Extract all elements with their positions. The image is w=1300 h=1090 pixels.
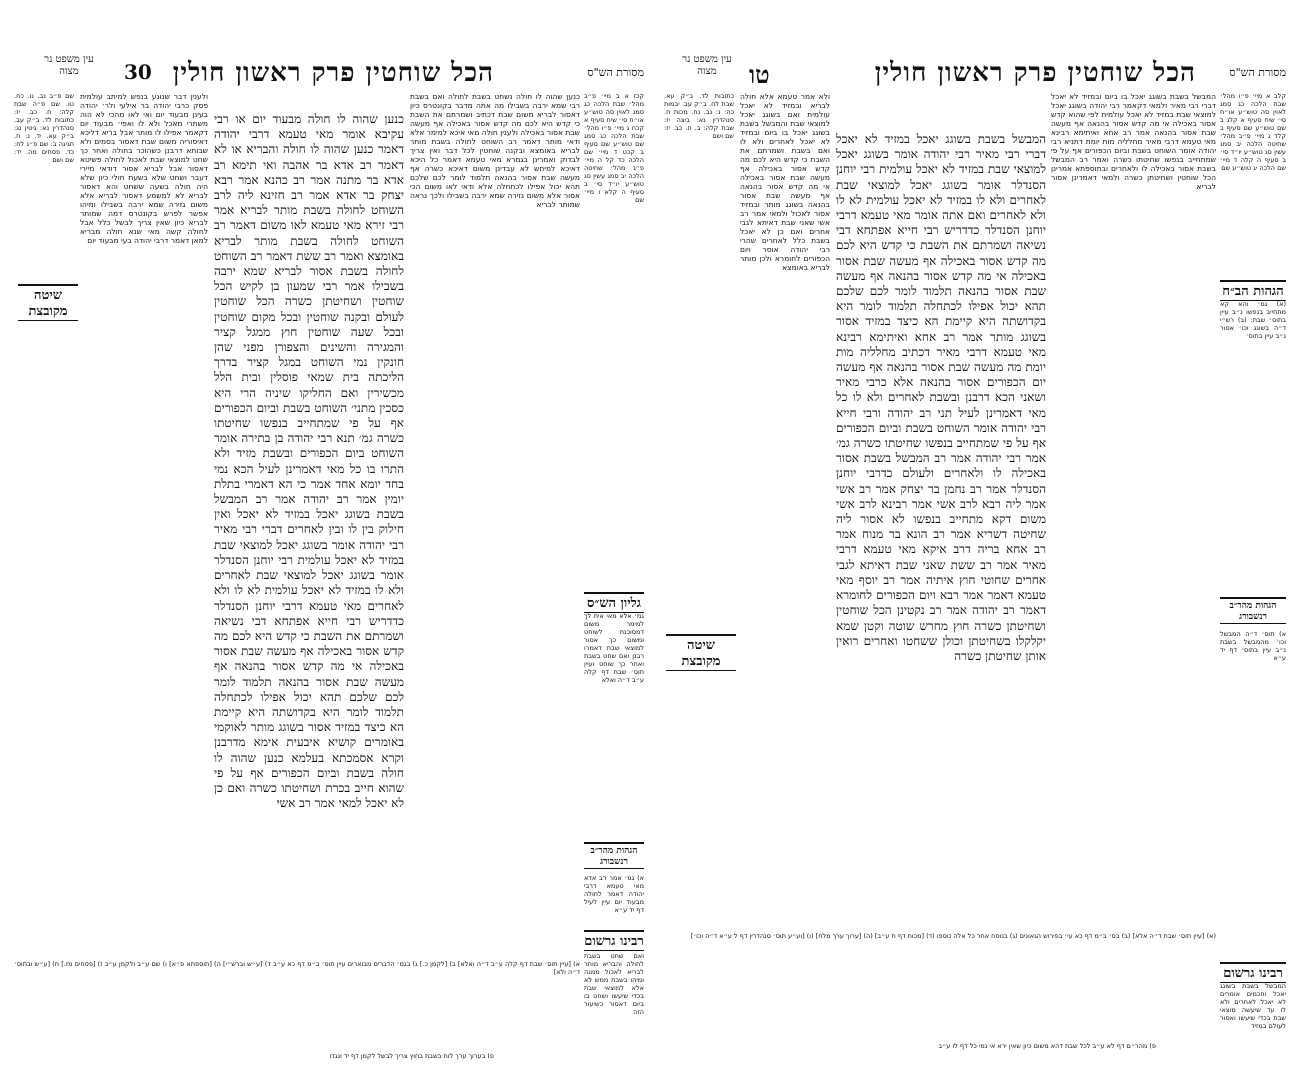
left-bottom-notes: א) [עיין תוס׳ שבת דף קלה ע״ב ד״ה ואלא] ב) [לקמן כ.] ג) בגמ׳ הדברים מבוארים עיין תוס׳ ב״מ דף כא ע״ב ד) [ע״ש וברש״י] ה) [תוספתא פ״א] ו) שם ע״ב ולקמן ע״ב ז) [פסחים מז.] ח) [ע״ש ובתוס׳ ד״ה ולא] [14,960,580,976]
right-main-text [836,132,1046,872]
left-main-text-body: כנען שהוה לו חולה מבעוד יום או רבי עקיבא אומר מאי טעמא דרבי יהודה דאמר כנען שהוה לו חולה והבריא או לא דאמר רב אדא בר אהבה ואי תימא רב אדא בר מתנה אמר רב כהנא אמר רבא יצחק בר אדא אמר רב חזינא ליה לרב השוחט לחולה בשבת מותר לבריא אמר רבי זירא מאי טעמא לאו משום דאמר רב השוחט לחולה בשבת מותר לבריא באומצא ואמר רב ששת דאמר רב השוחט לחולה בשבת אסור לבריא שמא ירבה בשבילו אמר רבי שמעון בן לקיש הכל שוחטין ושחיטתן כשרה הכל שוחטין לעולם ובקנה שוחטין ובכל מקום שוחטין ובכל שעה שוחטין חוץ ממגל קציר והמגירה והשינים והצפורן מפני שהן חונקין נמי השוחט במגל קציר בדרך הליכתה בית שמאי פוסלין ובית הלל מכשירין ואם החליקו שיניה הרי היא כסכין מתני׳ השוחט בשבת וביום הכפורים אף על פי שמתחייב בנפשו שחיטתו כשרה גמ׳ תנא רבי יהודה בן בתירה אומר השוחט ביום הכפורים ובשבת מזיד ולא התרו בו כל מאי דאמרינן לעיל הכא נמי בחד יומא אחד אמר כי הא דאמרי בתלת יומין אמר רב יהודה אמר רב המבשל בשבת בשוגג יאכל במזיד לא יאכל ואין חילוק בין לו ובין לאחרים דברי רבי מאיר רבי יהודה אומר בשוגג יאכל למוצאי שבת במזיד לא יאכל עולמית רבי יוחנן הסנדלר אומר בשוגג יאכל למוצאי שבת לאחרים ולא לו במזיד לא יאכל עולמית לא לו ולא לאחרים מאי טעמא דרבי יוחנן הסנדלר כדדריש רבי חייא אפתחא דבי נשיאה ושמרתם את השבת כי קדש היא לכם מה קדש אסור באכילה אף מעשה שבת אסור באכילה אי מה קדש אסור בהנאה אף מעשה שבת אסור בהנאה תלמוד לומר לכם שלכם תהא יכול אפילו לכתחלה תלמוד לומר היא בקדושתה היא קיימת הא כיצד במזיד אסור בשוגג מותר לאוקמי באומרים קושיא איבעית אימא מדרבנן וקרא אסמכתא בעלמא כנען שהוה לו חולה בשבת וביום הכפורים אף על פי שהוא חייב בכרת ושחיטתו כשרה ואם כן לא יאכל למאי אמר רב אשי [214,112,404,811]
right-rabbenu-text: המבשל בשבת בשוגג יאכל וחכמים אומרים לא יאכל לאחרים ולא לו עד שיעשה מוצאי שבת בכדי שיעשו ואסור לעולם במזיד [1220,982,1286,1030]
right-footer-note: פ) מהר״ם דף לא ע״ב לכל שבת דהא משום כיון שאין ירא אי נמי כל דף לו ע״ב [938,1042,1156,1050]
left-rabbenu-box-text: ואם שחט בשבת לחולה והבריא מותר לבריא לאכול ממנה ומיהו בשבת ממש לא אלא למוצאי שבת בכדי שיעשו ושחט בו ביום דאסור כשיעור הזה [584,952,644,1016]
left-page [14,52,644,1072]
left-gilyon-box-title: גליון הש״ס [584,592,644,613]
right-hagahot-text: א) תוס׳ ד״ה המבשל וכו׳ מהמבשל בשבת נ״ב עיין בתוס׳ דף יד ע״א [1220,630,1286,662]
left-inner-margin: שם פ״ב נב. נו. כח. טו. שם פ״ה שבת קלה: ח. כב. יז: כתובות לד. ב״ק עב. סנהדרין נא: גיטין נג: ב״ק עא. יד. נ: ח. חגיגה ב: שם פ״ג לח: כד. פסחים מה. יד: שם ושם [14,92,74,164]
left-tosafot-column: כנען שהוה לו חולה נשחט בשבת לחולה ואם בשבת רבי שמא ירבה בשבילו מה אתה מדבר בקונטרס כיון דאסור לבריא משום שבת דכתיב ושמרתם את השבת כי קדש היא לכם מה קדש אסור באכילה אף מעשה שבת אסור באכילה ולענין חולה מאי איכא למימר אלא ודאי מותר דאמר רב השוחט לחולה בשבת מותר לבריא באומצא ובקנה שוחטין לכל דבר ואין צריך לבדוק ואמרינן בגמרא מאי טעמא דאמר כל היכא דאיכא למיחש לא עבדינן משום דאיכא כשרה אף מעשה שבת אסור בהנאה תלמוד לומר לכם שלכם תהא יכול אפילו לכתחלה אלא ודאי לאו משום הכי אסור אלא משום גזירה שמא ירבה בשבילו ולכך נראה שמותר לבריא [410,92,580,209]
right-hagahot-bach-text: (א) גמ׳ והא קא מתחייב בנפשו נ״ב עיין בתוס׳ שבת: (ב) רש״י ד״ה בשוגג וכו׳ אסור נ״ב עיין בתוס׳ [1220,300,1286,340]
left-outer-margin: קכז א ב מיי׳ פ״ב מהל׳ שבת הלכה כג סמג לאוין סה טוש״ע או״ח סי׳ שיח סעיף א קכח ג מיי׳ פ״ו מהל׳ שבת הלכה כג סמג שם טוש״ע שם סעיף ב קכט ד מיי׳ שם הלכה כד קל ה מיי׳ פ״ג מהל׳ שחיטה הלכה יב סמג עשין סג טוש״ע יו״ד סי׳ ב סעיף ה קלא ו מיי׳ שם [584,92,644,204]
right-rashi-column: ולא אמר טעמא אלא חולה לבריא ובמזיד לא יאכל עולמית ואם בשוגג יאכל למוצאי שבת והמבשל בשבת בשוגג יאכל בו ביום ובמזיד לא יאכל לאחרים ולא לו ואם בשבת ושמרתם את השבת כי קדש היא לכם מה קדש אסור באכילה אף מעשה שבת אסור באכילה אי מה קדש אסור בהנאה אף מעשה שבת אסור בהנאה בשוגג מותר ובמזיד אסור לאכול ולמאי אמר רב אשי שאני שבת דאיתא לגבי אחרים ואם כן לא יאכל בשבת כלל לאחרים שהרי רבי יהודה אוסר ויום הכפורים לחומרא ולכן מותר לבריא באומצא [740,92,830,272]
right-running-head: הכל שוחטין פרק ראשון חולין [874,58,1196,88]
left-shita-box-title: שיטה מקובצת [18,284,78,321]
left-gilyon-box-text: גמ׳ אלא מאי אית לך למימר משום דמסוכנת לשוחט ומשום כך אסור למוצאי שבת דאמרו רבנן ואם שחט בשבת ואחר כך שוחט ועיין תוס׳ שבת דף קלה ע״ב ד״ה ואלא [584,612,644,684]
right-rabbenu-title: רבינו גרשום [1220,962,1286,983]
left-page-number: 30 [124,60,152,84]
right-masoret-label: מסורת הש"ס [1229,66,1286,79]
left-masoret-label: מסורת הש"ס [587,66,644,79]
left-rashi-column: ולענין דבר שנוגע בנפש למיתב עולמית פסק כרבי יהודה בר אילעי ולר׳ יהודה בעינן מבעוד יום ואי לאו מהכי לא הוה משתרי מאכל ולא לו ואפי׳ מבעוד יום דקאמר אפילו לו מותר אבל בריא דליכא דאיסוריה משום שבת דאסור בסמים ולא שבותא דרבנן כשהוכר בחולה ואחר כך שחט למוצאי שבת לאכול לחולה פשיטא דאסור אבל לבריא אסור דודאי מיירי דעבר ושחט שלא בשעת חולי כיון שלא היה חולה בשעה ששחט והא דאסור לבריא לא למשמע דאסור לבריא אלא משום גזירה שמא ירבה בשבילו ומיהו אפשר לפרש בקונטרס דמה שמותר לבריא כיון שאין צריך לבשל כלל אבל לחולה קשה מאי שנא חולה מבריא למאן דאמר דרבי יהודה בעי מבעוד יום [80,92,208,245]
left-ein-mishpat-label: עין משפט נר מצוה [44,54,94,77]
right-outer-margin: קלב א מיי׳ פ״ו מהל׳ שבת הלכה כג סמג לאוין סה טוש״ע או״ח סי׳ שיח סעיף א קלג ב שם טוש״ע שם סעיף ב קלד ג מיי׳ פ״ב מהל׳ שחיטה הלכה יב סמג עשין סג טוש״ע יו״ד סי׳ ב סעיף ה קלה ד מיי׳ שם הלכה יג טוש״ע שם [1220,92,1286,172]
left-running-head: הכל שוחטין פרק ראשון חולין [172,58,494,88]
right-bottom-notes: (א) [עיין תוס׳ שבת ד״ה אלא] (ב) בס׳ ב״מ דף כא עי׳ בפירוש הגאונים (ג) בנוסח אחר כל אלה נוספו (ד) [מכות דף ח ע״ב] (ה) [ערוך ערך מלח] (ו) [וע״ע תוס׳ סנהדרין דף ל ע״א ד״ה וכו׳] [690,932,1216,940]
right-ein-mishpat-label: עין משפט נר מצוה [682,54,732,77]
left-rabbenu-box-title: רבינו גרשום [584,930,644,951]
right-main-text-body: המבשל בשבת בשוגג יאכל במזיד לא יאכל דברי רבי מאיר רבי יהודה אומר בשוגג יאכל למוצאי שבת במזיד לא יאכל עולמית רבי יוחנן הסנדלר אומר בשוגג יאכל למוצאי שבת לאחרים ולא לו במזיד לא יאכל עולמית לא לו ולא לאחרים ואם אתה אומר מאי טעמא דרבי יוחנן הסנדלר כדדריש רבי חייא אפתחא דבי נשיאה ושמרתם את השבת כי קדש היא לכם מה קדש אסור באכילה אף מעשה שבת אסור באכילה אי מה קדש אסור בהנאה אף מעשה שבת אסור בהנאה תלמוד לומר לכם שלכם תהא יכול אפילו לכתחלה תלמוד לומר היא בקדושתה היא קיימת הא כיצד במזיד אסור בשוגג מותר אמר רב אחא ואיתימא רבינא מאי טעמא דרבי מאיר דכתיב מחלליה מות יומת מה מעשה שבת אסור בהנאה אף מעשה יום הכפורים אסור בהנאה אלא כרבי מאיר ושאני הכא דרבנן ובשבת לאחרים ולא לו כל מאי דאמרינן לעיל תני רב יהודה ורבי חייא רבי יהודה אומר השוחט בשבת וביום הכפורים אף על פי שמתחייב בנפשו שחיטתו כשרה גמ׳ אמר רבי יהודה אמר רב המבשל בשבת אסור באכילה לו ולאחרים ולעולם כדרבי יוחנן הסנדלר אמר רב נחמן בר יצחק אמר רב אשי אמר ליה רבא לרב אשי אמר רבינא לרב אשי משום דקא מתחייב בנפשו לא אסור ליה שחיטה דשריא אמר רב הונא בר מנוח אמר רב אחא בריה דרב איקא מאי טעמא דרבי מאיר אמר רב ששת שאני שבת דאיתא לגבי אחרים שחוטי חוץ איתיה אמר רב יוסף מאי טעמא דאמר אמר רבא ויום הכפורים לחומרא דאמר רב יהודה אמר רב נקטינן הכל שוחטין ושחיטתן כשרה חוץ מחרש שוטה וקטן שמא יקלקלו בשחיטתן וכולן ששחטו ואחרים רואין אותן שחיטתן כשרה [836,132,1046,663]
right-page [664,52,1286,1072]
right-inner-margin: כתובות לד. ב״ק עא. שבת לח. ב״ק עב. יבמות כה: נ: נב. נח. מכות ח. סנהדרין נא: ביצה יז: שבת קלה: ב. ח. כב. יז: שם ושם [664,92,734,140]
right-hagahot-title: הגהות מהר״ב רנשבורג [1220,597,1286,624]
left-footer-note: פ) בערוך ערך לוח בשבת בחוץ צריך לבשל לקמן דף יד ונגדו [329,1052,494,1060]
left-header [14,52,644,92]
left-hagahot-box-title: הגהות מהר״ב רנשבורג [584,842,644,869]
right-shita-box-title: שיטה מקובצת [666,634,736,671]
left-main-text [214,112,404,882]
right-hagahot-bach-title: הגהות הב״ח [1220,280,1286,301]
right-page-number: טו [749,60,770,89]
left-hagahot-box-text: א) גמ׳ אמר רב אדא מאי טעמא דרבי יהודה דאמר לחולה מבעוד יום עיין לעיל דף יד ע״א [584,874,644,914]
right-header [664,52,1286,92]
right-tosafot-column: המבשל בשבת בשוגג יאכל בו ביום ובמזיד לא יאכל דברי רבי מאיר ולמאי דקאמר רבי יהודה בשוגג יאכל למוצאי שבת במזיד לא יאכל עולמית לפי שהוא קדש אסור באכילה אי מה קדש אסור בהנאה אף מעשה שבת אסור בהנאה אמר רב אחא ואיתימא רבינא מאי טעמא דרבי מאיר מחלליה מות יומת דתניא רבי יהודה אומר השוחט בשבת וביום הכפורים אף על פי שמתחייב בנפשו שחיטתו כשרה ואמר רב המבשל בשבת אסור באכילה לו ולאחרים ובתוספתא אמרינן הכל שוחטין ושחיטתן כשרה ולמאי דאמרינן אסור לבריא [1051,92,1216,191]
